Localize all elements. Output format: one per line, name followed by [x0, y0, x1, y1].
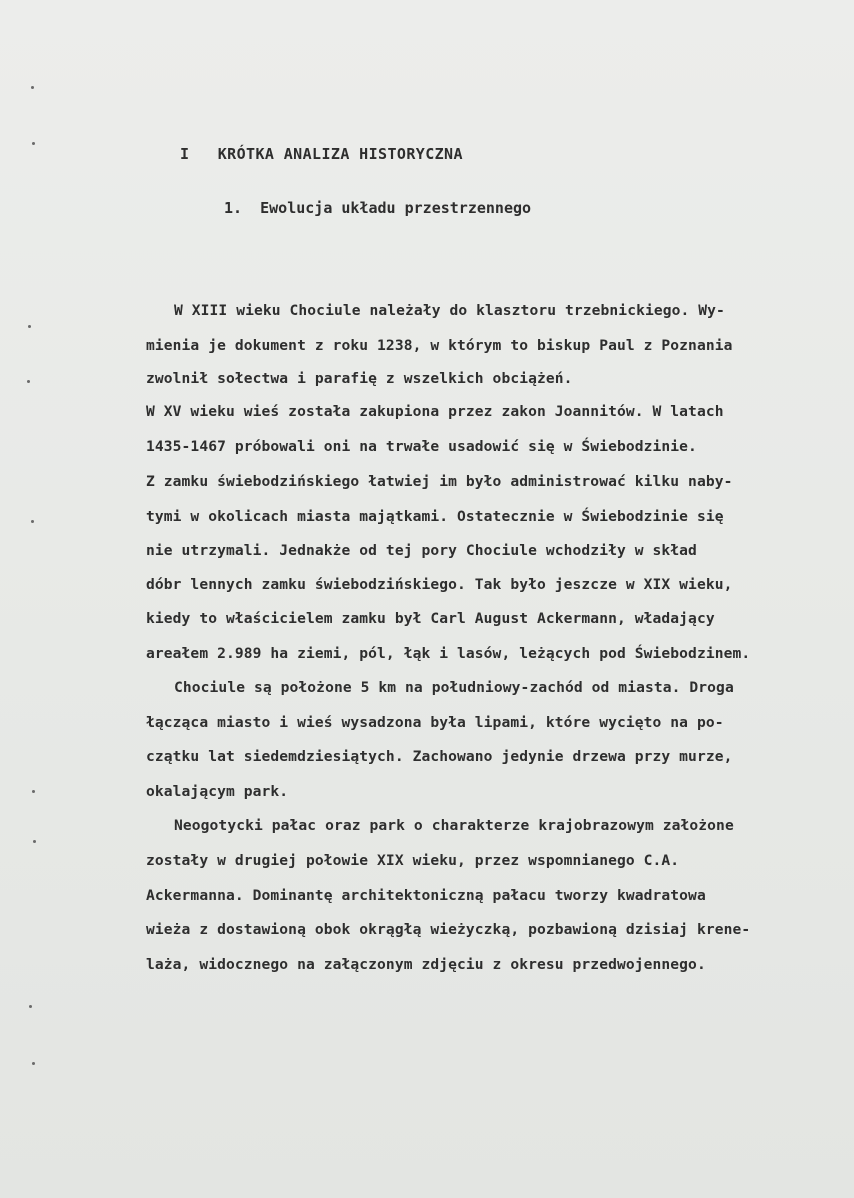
text-line: 1435-1467 próbowali oni na trwałe usadowić się w Świebodzinie. — [146, 438, 697, 455]
text-line: Ackermanna. Dominantę architektoniczną pałacu tworzy kwadratowa — [146, 887, 706, 904]
margin-speck — [27, 380, 30, 383]
text-line: laża, widocznego na załączonym zdjęciu z okresu przedwojennego. — [146, 956, 706, 973]
text-line: zwolnił sołectwa i parafię z wszelkich obciążeń. — [146, 370, 573, 387]
margin-speck — [32, 1062, 35, 1065]
text-line: mienia je dokument z roku 1238, w którym to biskup Paul z Poznania — [146, 337, 733, 354]
margin-speck — [29, 1005, 32, 1008]
text-line: dóbr lennych zamku świebodzińskiego. Tak było jeszcze w XIX wieku, — [146, 576, 733, 593]
text-line: areałem 2.989 ha ziemi, pól, łąk i lasów, leżących pod Świebodzinem. — [146, 645, 751, 662]
margin-speck — [33, 840, 36, 843]
text-line: kiedy to właścicielem zamku był Carl August Ackermann, władający — [146, 610, 715, 627]
text-line: Neogotycki pałac oraz park o charakterze krajobrazowym założone — [174, 817, 734, 834]
text-line: tymi w okolicach miasta majątkami. Ostatecznie w Świebodzinie się — [146, 508, 724, 525]
text-line: łącząca miasto i wieś wysadzona była lipami, które wycięto na po- — [146, 714, 724, 731]
section-heading: 1. Ewolucja układu przestrzennego — [224, 199, 532, 217]
text-line: zostały w drugiej połowie XIX wieku, przez wspomnianego C.A. — [146, 852, 680, 869]
text-line: nie utrzymali. Jednakże od tej pory Chociule wchodziły w skład — [146, 542, 697, 559]
margin-speck — [31, 520, 34, 523]
text-line: okalającym park. — [146, 783, 289, 800]
text-line: czątku lat siedemdziesiątych. Zachowano jedynie drzewa przy murze, — [146, 748, 733, 765]
margin-speck — [32, 142, 35, 145]
text-line: W XIII wieku Chociule należały do klasztoru trzebnickiego. Wy- — [174, 302, 725, 319]
margin-speck — [32, 790, 35, 793]
margin-speck — [31, 86, 34, 89]
chapter-heading: I KRÓTKA ANALIZA HISTORYCZNA — [180, 145, 463, 163]
text-line: wieża z dostawioną obok okrągłą wieżyczką, pozbawioną dzisiaj krene- — [146, 921, 751, 938]
text-line: Z zamku świebodzińskiego łatwiej im było administrować kilku naby- — [146, 473, 733, 490]
text-line: W XV wieku wieś została zakupiona przez zakon Joannitów. W latach — [146, 403, 724, 420]
text-line: Chociule są położone 5 km na południowy-zachód od miasta. Droga — [174, 679, 734, 696]
margin-speck — [28, 325, 31, 328]
